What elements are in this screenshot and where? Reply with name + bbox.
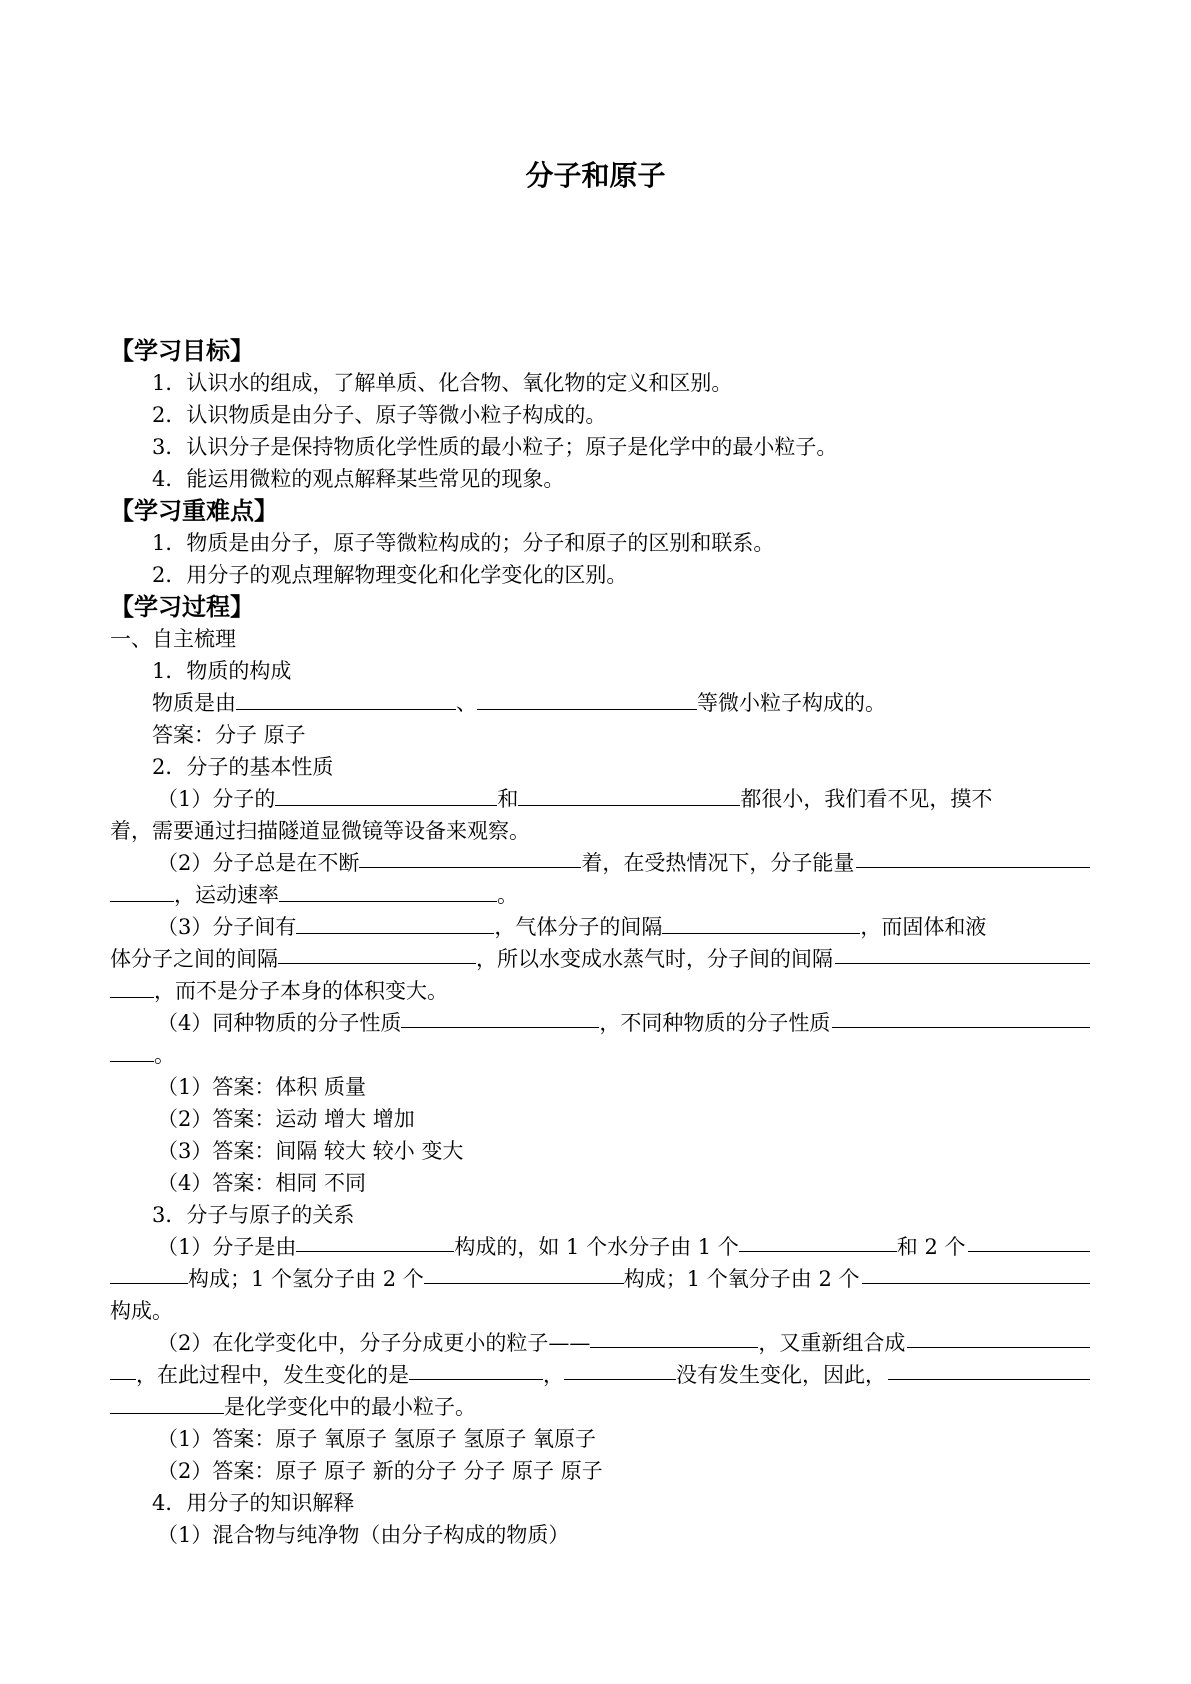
question-text: （3）分子间有 bbox=[157, 915, 297, 939]
fill-blank-line bbox=[110, 1263, 1090, 1295]
question-text: 。 bbox=[497, 883, 518, 907]
question-text: 都很小，我们看不见，摸不 bbox=[740, 787, 993, 811]
answer-line: （1）答案：体积 质量 bbox=[157, 1075, 367, 1099]
answer-blank[interactable] bbox=[856, 847, 1090, 868]
goal-item: 3．认识分子是保持物质化学性质的最小粒子；原子是化学中的最小粒子。 bbox=[152, 435, 838, 459]
answer-blank[interactable] bbox=[110, 1393, 224, 1414]
fill-blank-line bbox=[110, 1327, 1090, 1359]
subsection-title: 2．分子的基本性质 bbox=[152, 755, 334, 779]
answer-blank[interactable] bbox=[907, 1327, 1090, 1348]
question-text: 体分子之间的间隔 bbox=[110, 947, 278, 971]
question-text: 和 bbox=[497, 787, 519, 811]
subsection-title: 3．分子与原子的关系 bbox=[152, 1203, 355, 1227]
question-text: 构成的，如 1 个水分子由 1 个 bbox=[454, 1235, 739, 1259]
answer-blank[interactable] bbox=[278, 943, 476, 964]
answer-line: （1）答案：原子 氧原子 氢原子 氢原子 氧原子 bbox=[157, 1427, 597, 1451]
question-text: 构成；1 个氧分子由 2 个 bbox=[623, 1267, 860, 1291]
answer-blank[interactable] bbox=[110, 1263, 188, 1284]
answer-blank[interactable] bbox=[424, 1263, 624, 1284]
answer-blank[interactable] bbox=[518, 785, 740, 806]
question-text: ，而固体和液 bbox=[860, 915, 987, 939]
answer-blank[interactable] bbox=[409, 1359, 543, 1380]
question-text: ，在此过程中，发生变化的是 bbox=[136, 1363, 409, 1387]
subsection-title: 4．用分子的知识解释 bbox=[152, 1491, 355, 1515]
fill-blank-line bbox=[110, 911, 1090, 943]
key-point-item: 2．用分子的观点理解物理变化和化学变化的区别。 bbox=[152, 563, 628, 587]
answer-blank[interactable] bbox=[110, 881, 174, 902]
question-text: 物质是由 bbox=[152, 691, 236, 715]
question-text: 是化学变化中的最小粒子。 bbox=[224, 1395, 476, 1419]
question-text: ，又重新组合成 bbox=[758, 1331, 906, 1355]
fill-blank-line bbox=[110, 943, 1090, 975]
question-text: ，不同种物质的分子性质 bbox=[599, 1011, 831, 1035]
answer-line: 答案：分子 原子 bbox=[152, 723, 306, 747]
question-text: ，运动速率 bbox=[174, 883, 279, 907]
fill-blank-line bbox=[110, 1231, 1090, 1263]
question-continuation: 着，需要通过扫描隧道显微镜等设备来观察。 bbox=[110, 819, 530, 843]
answer-blank[interactable] bbox=[296, 913, 494, 934]
answer-blank[interactable] bbox=[862, 1263, 1091, 1284]
section-header-process: 【学习过程】 bbox=[110, 593, 254, 621]
answer-blank[interactable] bbox=[110, 1041, 154, 1062]
question-text: 着，在受热情况下，分子能量 bbox=[581, 851, 855, 875]
question-text: 构成；1 个氢分子由 2 个 bbox=[188, 1267, 424, 1291]
section-header-goals: 【学习目标】 bbox=[110, 337, 254, 365]
answer-blank[interactable] bbox=[275, 785, 497, 806]
answer-blank[interactable] bbox=[279, 881, 497, 902]
goal-item: 2．认识物质是由分子、原子等微小粒子构成的。 bbox=[152, 403, 607, 427]
answer-blank[interactable] bbox=[110, 1359, 136, 1380]
fill-blank-line bbox=[110, 847, 1090, 879]
answer-line: （4）答案：相同 不同 bbox=[157, 1171, 367, 1195]
answer-blank[interactable] bbox=[590, 1327, 758, 1348]
question-text: ，而不是分子本身的体积变大。 bbox=[154, 979, 448, 1003]
answer-blank[interactable] bbox=[110, 977, 154, 998]
fill-blank-line bbox=[110, 1039, 1090, 1071]
fill-blank-line bbox=[110, 1391, 1090, 1423]
fill-blank-line bbox=[110, 687, 1090, 719]
subsection-title: 1．物质的构成 bbox=[152, 659, 292, 683]
answer-blank[interactable] bbox=[477, 689, 697, 710]
question-text: ，所以水变成水蒸气时，分子间的间隔 bbox=[476, 947, 833, 971]
goal-item: 1．认识水的组成，了解单质、化合物、氧化物的定义和区别。 bbox=[152, 371, 733, 395]
key-point-item: 1．物质是由分子，原子等微粒构成的；分子和原子的区别和联系。 bbox=[152, 531, 775, 555]
question-text: （2）分子总是在不断 bbox=[157, 851, 360, 875]
answer-blank[interactable] bbox=[835, 943, 1090, 964]
answer-blank[interactable] bbox=[662, 913, 860, 934]
question-text: ，气体分子的间隔 bbox=[494, 915, 663, 939]
fill-blank-line bbox=[110, 783, 1090, 815]
page-title: 分子和原子 bbox=[525, 159, 666, 192]
fill-blank-line bbox=[110, 1359, 1090, 1391]
answer-line: （2）答案：原子 原子 新的分子 分子 原子 原子 bbox=[157, 1459, 603, 1483]
question-text: 没有发生变化，因此， bbox=[676, 1363, 886, 1387]
question-text: 和 2 个 bbox=[896, 1235, 966, 1259]
answer-blank[interactable] bbox=[832, 1007, 1090, 1028]
answer-blank[interactable] bbox=[401, 1007, 599, 1028]
answer-blank[interactable] bbox=[236, 689, 456, 710]
question-text: （2）在化学变化中，分子分成更小的粒子—— bbox=[157, 1331, 591, 1355]
question-text: 等微小粒子构成的。 bbox=[697, 691, 886, 715]
sub-item: （1）混合物与纯净物（由分子构成的物质） bbox=[157, 1523, 570, 1547]
fill-blank-line bbox=[110, 975, 1090, 1007]
question-text: （1）分子的 bbox=[157, 787, 276, 811]
answer-blank[interactable] bbox=[296, 1231, 454, 1252]
section-header-key-points: 【学习重难点】 bbox=[110, 497, 278, 525]
fill-blank-line bbox=[110, 879, 1090, 911]
question-text: （1）分子是由 bbox=[157, 1235, 297, 1259]
goal-item: 4．能运用微粒的观点解释某些常见的现象。 bbox=[152, 467, 565, 491]
answer-blank[interactable] bbox=[359, 847, 581, 868]
answer-line: （2）答案：运动 增大 增加 bbox=[157, 1107, 415, 1131]
document-body bbox=[110, 335, 1090, 1551]
answer-line: （3）答案：间隔 较大 较小 变大 bbox=[157, 1139, 464, 1163]
answer-blank[interactable] bbox=[564, 1359, 676, 1380]
answer-blank[interactable] bbox=[888, 1359, 1090, 1380]
fill-blank-line bbox=[110, 1007, 1090, 1039]
question-text: 。 bbox=[154, 1043, 175, 1067]
question-continuation: 构成。 bbox=[110, 1299, 173, 1323]
answer-blank[interactable] bbox=[739, 1231, 897, 1252]
question-text: 、 bbox=[456, 691, 477, 715]
part-heading: 一、自主梳理 bbox=[110, 627, 236, 651]
question-text: ， bbox=[543, 1363, 564, 1387]
answer-blank[interactable] bbox=[968, 1231, 1090, 1252]
question-text: （4）同种物质的分子性质 bbox=[157, 1011, 402, 1035]
